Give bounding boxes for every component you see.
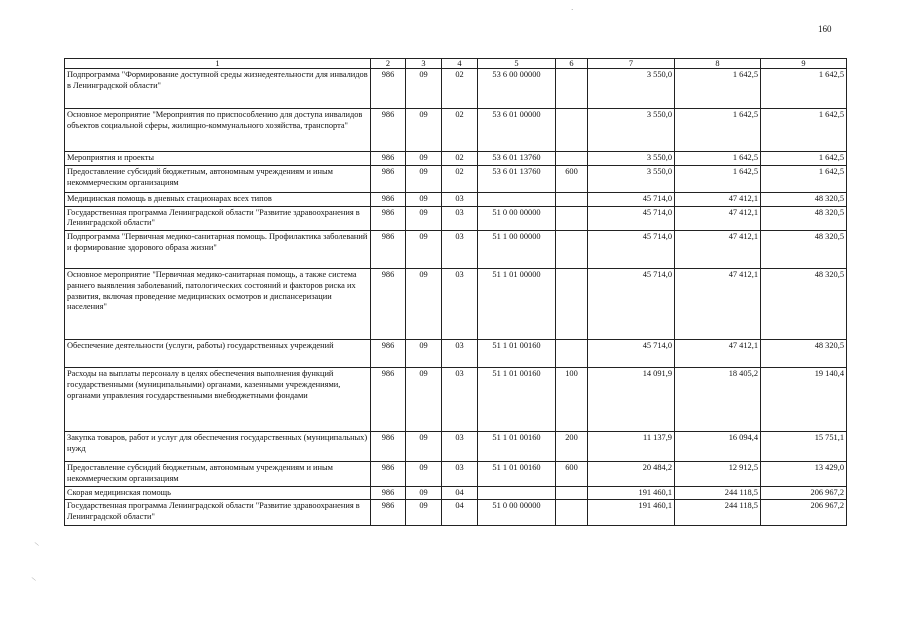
expense-type-code <box>556 192 588 206</box>
section-code: 09 <box>406 231 442 269</box>
table-row <box>65 486 847 500</box>
section-code: 09 <box>406 500 442 526</box>
section-code: 09 <box>406 269 442 340</box>
header-col-9: 9 <box>761 59 847 69</box>
table-row <box>65 231 847 269</box>
amount-col-8: 47 412,1 <box>675 192 761 206</box>
amount-col-9: 48 320,5 <box>761 269 847 340</box>
expense-type-code <box>556 152 588 166</box>
header-col-2: 2 <box>371 59 406 69</box>
ministry-code: 986 <box>371 165 406 192</box>
ministry-code: 986 <box>371 109 406 152</box>
subsection-code: 02 <box>442 69 478 109</box>
table-row <box>65 206 847 231</box>
subsection-code: 03 <box>442 192 478 206</box>
amount-col-7: 3 550,0 <box>588 109 675 152</box>
header-col-6: 6 <box>556 59 588 69</box>
amount-col-8: 1 642,5 <box>675 152 761 166</box>
section-code: 09 <box>406 192 442 206</box>
amount-col-8: 47 412,1 <box>675 206 761 231</box>
row-name: Подпрограмма "Формирование доступной среды жизнедеятельности для инвалидов в Ленинградской области" <box>65 69 371 109</box>
target-article-code: 51 1 01 00160 <box>478 432 556 462</box>
row-name: Расходы на выплаты персоналу в целях обеспечения выполнения функций государственными (муниципальными) органами, казенными учреждениями, органами управления государственными внебюджетными фондами <box>65 368 371 432</box>
table-row <box>65 432 847 462</box>
column-number-header <box>65 59 847 69</box>
amount-col-8: 47 412,1 <box>675 340 761 368</box>
header-col-5: 5 <box>478 59 556 69</box>
amount-col-9: 1 642,5 <box>761 165 847 192</box>
row-name: Мероприятия и проекты <box>65 152 371 166</box>
amount-col-8: 1 642,5 <box>675 165 761 192</box>
page-number: 160 <box>818 24 832 34</box>
ministry-code: 986 <box>371 206 406 231</box>
ministry-code: 986 <box>371 192 406 206</box>
amount-col-9: 48 320,5 <box>761 231 847 269</box>
scan-speck: · <box>571 6 574 14</box>
row-name: Предоставление субсидий бюджетным, автономным учреждениям и иным некоммерческим организациям <box>65 165 371 192</box>
row-name: Обеспечение деятельности (услуги, работы) государственных учреждений <box>65 340 371 368</box>
ministry-code: 986 <box>371 231 406 269</box>
header-col-4: 4 <box>442 59 478 69</box>
expense-type-code <box>556 340 588 368</box>
amount-col-8: 1 642,5 <box>675 109 761 152</box>
amount-col-7: 3 550,0 <box>588 69 675 109</box>
expense-type-code <box>556 109 588 152</box>
row-name: Основное мероприятие "Мероприятия по приспособлению для доступа инвалидов объектов социальной сферы, жилищно-коммунального хозяйства, транспорта" <box>65 109 371 152</box>
subsection-code: 02 <box>442 109 478 152</box>
section-code: 09 <box>406 109 442 152</box>
target-article-code: 51 0 00 00000 <box>478 500 556 526</box>
subsection-code: 03 <box>442 432 478 462</box>
subsection-code: 02 <box>442 152 478 166</box>
row-name: Государственная программа Ленинградской области "Развитие здравоохранения в Ленинградской области" <box>65 206 371 231</box>
ministry-code: 986 <box>371 486 406 500</box>
amount-col-7: 191 460,1 <box>588 486 675 500</box>
subsection-code: 03 <box>442 340 478 368</box>
ministry-code: 986 <box>371 340 406 368</box>
row-name: Закупка товаров, работ и услуг для обеспечения государственных (муниципальных) нужд <box>65 432 371 462</box>
amount-col-8: 12 912,5 <box>675 462 761 487</box>
scan-mark: / <box>32 541 42 547</box>
subsection-code: 02 <box>442 165 478 192</box>
amount-col-7: 14 091,9 <box>588 368 675 432</box>
header-col-3: 3 <box>406 59 442 69</box>
target-article-code: 51 1 01 00160 <box>478 340 556 368</box>
subsection-code: 03 <box>442 269 478 340</box>
section-code: 09 <box>406 368 442 432</box>
amount-col-9: 48 320,5 <box>761 340 847 368</box>
section-code: 09 <box>406 206 442 231</box>
table-row <box>65 500 847 526</box>
row-name: Предоставление субсидий бюджетным, автономным учреждениям и иным некоммерческим организациям <box>65 462 371 487</box>
expense-type-code: 100 <box>556 368 588 432</box>
table-row <box>65 462 847 487</box>
amount-col-8: 244 118,5 <box>675 500 761 526</box>
table-row <box>65 340 847 368</box>
section-code: 09 <box>406 165 442 192</box>
target-article-code: 53 6 00 00000 <box>478 69 556 109</box>
amount-col-7: 20 484,2 <box>588 462 675 487</box>
subsection-code: 03 <box>442 206 478 231</box>
amount-col-8: 47 412,1 <box>675 231 761 269</box>
subsection-code: 03 <box>442 462 478 487</box>
amount-col-9: 1 642,5 <box>761 69 847 109</box>
amount-col-7: 3 550,0 <box>588 165 675 192</box>
amount-col-8: 18 405,2 <box>675 368 761 432</box>
table-row <box>65 109 847 152</box>
expense-type-code: 600 <box>556 165 588 192</box>
section-code: 09 <box>406 462 442 487</box>
target-article-code: 53 6 01 13760 <box>478 152 556 166</box>
section-code: 09 <box>406 152 442 166</box>
target-article-code: 51 0 00 00000 <box>478 206 556 231</box>
target-article-code: 51 1 01 00160 <box>478 368 556 432</box>
header-col-1: 1 <box>65 59 371 69</box>
amount-col-9: 206 967,2 <box>761 486 847 500</box>
ministry-code: 986 <box>371 432 406 462</box>
expense-type-code <box>556 269 588 340</box>
target-article-code: 53 6 01 13760 <box>478 165 556 192</box>
table-row <box>65 192 847 206</box>
ministry-code: 986 <box>371 69 406 109</box>
section-code: 09 <box>406 69 442 109</box>
target-article-code: 51 1 01 00160 <box>478 462 556 487</box>
amount-col-9: 206 967,2 <box>761 500 847 526</box>
scan-mark: / <box>29 576 39 582</box>
table-row <box>65 69 847 109</box>
amount-col-7: 45 714,0 <box>588 192 675 206</box>
amount-col-9: 48 320,5 <box>761 192 847 206</box>
ministry-code: 986 <box>371 462 406 487</box>
expense-type-code <box>556 206 588 231</box>
table-row <box>65 165 847 192</box>
table-row <box>65 152 847 166</box>
section-code: 09 <box>406 486 442 500</box>
amount-col-9: 48 320,5 <box>761 206 847 231</box>
ministry-code: 986 <box>371 500 406 526</box>
ministry-code: 986 <box>371 152 406 166</box>
expense-type-code: 200 <box>556 432 588 462</box>
amount-col-7: 45 714,0 <box>588 340 675 368</box>
amount-col-9: 1 642,5 <box>761 152 847 166</box>
expense-type-code: 600 <box>556 462 588 487</box>
target-article-code: 51 1 00 00000 <box>478 231 556 269</box>
amount-col-7: 3 550,0 <box>588 152 675 166</box>
ministry-code: 986 <box>371 269 406 340</box>
expense-type-code <box>556 69 588 109</box>
expense-type-code <box>556 231 588 269</box>
target-article-code: 51 1 01 00000 <box>478 269 556 340</box>
amount-col-9: 15 751,1 <box>761 432 847 462</box>
expense-type-code <box>556 500 588 526</box>
row-name: Медицинская помощь в дневных стационарах всех типов <box>65 192 371 206</box>
subsection-code: 04 <box>442 500 478 526</box>
header-col-7: 7 <box>588 59 675 69</box>
amount-col-8: 47 412,1 <box>675 269 761 340</box>
amount-col-7: 45 714,0 <box>588 206 675 231</box>
table-row <box>65 269 847 340</box>
expense-type-code <box>556 486 588 500</box>
subsection-code: 03 <box>442 231 478 269</box>
row-name: Подпрограмма "Первичная медико-санитарная помощь. Профилактика заболеваний и формирование здорового образа жизни" <box>65 231 371 269</box>
section-code: 09 <box>406 340 442 368</box>
row-name: Скорая медицинская помощь <box>65 486 371 500</box>
subsection-code: 03 <box>442 368 478 432</box>
target-article-code: 53 6 01 00000 <box>478 109 556 152</box>
target-article-code <box>478 192 556 206</box>
amount-col-7: 45 714,0 <box>588 269 675 340</box>
amount-col-9: 19 140,4 <box>761 368 847 432</box>
section-code: 09 <box>406 432 442 462</box>
amount-col-8: 16 094,4 <box>675 432 761 462</box>
amount-col-7: 11 137,9 <box>588 432 675 462</box>
budget-table <box>64 58 847 526</box>
amount-col-9: 1 642,5 <box>761 109 847 152</box>
row-name: Государственная программа Ленинградской области "Развитие здравоохранения в Ленинградской области" <box>65 500 371 526</box>
amount-col-8: 1 642,5 <box>675 69 761 109</box>
amount-col-9: 13 429,0 <box>761 462 847 487</box>
amount-col-7: 45 714,0 <box>588 231 675 269</box>
header-col-8: 8 <box>675 59 761 69</box>
row-name: Основное мероприятие "Первичная медико-санитарная помощь, а также система раннего выявления заболеваний, патологических состояний и факторов риска их развития, включая проведение медицинских осмотров и диспансеризации населения" <box>65 269 371 340</box>
table-row <box>65 368 847 432</box>
amount-col-8: 244 118,5 <box>675 486 761 500</box>
ministry-code: 986 <box>371 368 406 432</box>
target-article-code <box>478 486 556 500</box>
subsection-code: 04 <box>442 486 478 500</box>
amount-col-7: 191 460,1 <box>588 500 675 526</box>
